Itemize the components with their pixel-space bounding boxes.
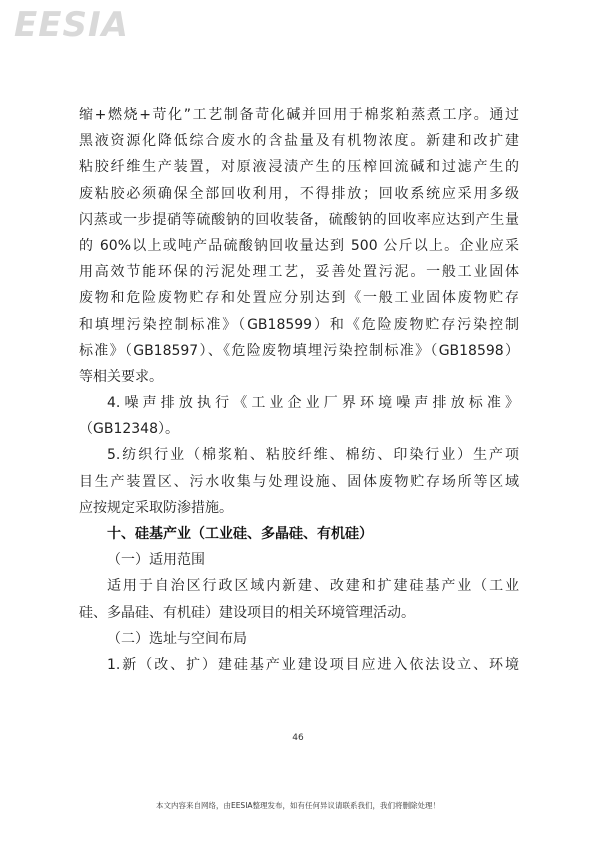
eesia-watermark-logo: EESIA bbox=[14, 5, 129, 45]
paragraph-line: （GB12348）。 bbox=[79, 421, 179, 438]
paragraph-line: 4.噪声排放执行《工业企业厂界环境噪声排放标准》 bbox=[107, 395, 519, 412]
document-body bbox=[79, 102, 519, 678]
subsection-heading: （二）选址与空间布局 bbox=[107, 630, 247, 647]
paragraph-line: 用高效节能环保的污泥处理工艺，妥善处置污泥。一般工业固体 bbox=[79, 264, 519, 281]
paragraph-line: 应按规定采取防渗措施。 bbox=[79, 499, 233, 516]
paragraph-line: 的 60%以上或吨产品硫酸钠回收量达到 500 公斤以上。企业应采 bbox=[79, 237, 519, 254]
paragraph-line: 目生产装置区、污水收集与处理设施、固体废物贮存场所等区域 bbox=[79, 473, 519, 490]
page-number: 46 bbox=[292, 733, 304, 743]
paragraph-line: 粘胶纤维生产装置，对原液浸渍产生的压榨回流碱和过滤产生的 bbox=[79, 159, 519, 176]
footer-disclaimer: 本文内容来自网络，由EESIA整理发布，如有任何异议请联系我们，我们将删除处理！ bbox=[155, 801, 441, 810]
subsection-heading: （一）适用范围 bbox=[107, 552, 205, 569]
paragraph-line: 黑液资源化降低综合废水的含盐量及有机物浓度。新建和改扩建 bbox=[79, 133, 519, 150]
paragraph-line: 废物和危险废物贮存和处置应分别达到《一般工业固体废物贮存 bbox=[79, 290, 519, 307]
paragraph-line: 等相关要求。 bbox=[79, 368, 163, 385]
paragraph-line: 标准》（GB18597）、《危险废物填埋污染控制标准》（GB18598） bbox=[79, 342, 519, 359]
paragraph-line: 硅、多晶硅、有机硅）建设项目的相关环境管理活动。 bbox=[79, 604, 415, 621]
paragraph-line: 闪蒸或一步提硝等硫酸钠的回收装备，硫酸钠的回收率应达到产生量 bbox=[79, 211, 519, 228]
paragraph-line: 1.新（改、扩）建硅基产业建设项目应进入依法设立、环境 bbox=[107, 656, 519, 673]
paragraph-line: 适用于自治区行政区域内新建、改建和扩建硅基产业（工业 bbox=[107, 578, 519, 595]
paragraph-line: 和填埋污染控制标准》（GB18599）和《危险废物贮存污染控制 bbox=[79, 316, 519, 333]
paragraph-line: 5.纺织行业（棉浆粕、粘胶纤维、棉纺、印染行业）生产项 bbox=[107, 447, 519, 464]
paragraph-line: 废粘胶必须确保全部回收利用，不得排放；回收系统应采用多级 bbox=[79, 185, 519, 202]
section-heading: 十、硅基产业（工业硅、多晶硅、有机硅） bbox=[107, 526, 373, 542]
paragraph-line: 缩+燃烧+苛化”工艺制备苛化碱并回用于棉浆粕蒸煮工序。通过 bbox=[79, 107, 519, 123]
